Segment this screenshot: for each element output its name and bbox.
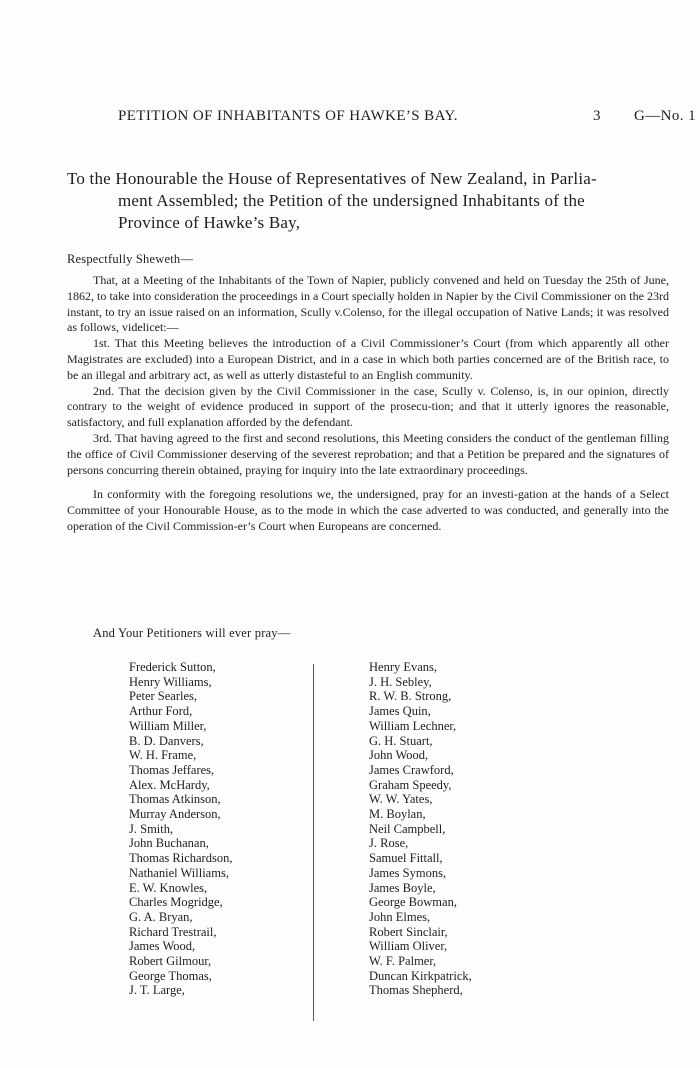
column-divider — [313, 664, 314, 1021]
signatory-name: James Crawford, — [369, 762, 454, 777]
signatory-name: James Quin, — [369, 704, 431, 719]
signature-column-left — [129, 660, 232, 998]
signatory-name: James Boyle, — [369, 880, 436, 895]
signatory-name: Thomas Shepherd, — [369, 983, 463, 998]
signatory-name: Robert Sinclair, — [369, 924, 448, 939]
header-title: PETITION OF INHABITANTS OF HAWKE’S BAY. — [118, 108, 458, 124]
signatory-name: J. Smith, — [129, 821, 174, 836]
signatory-name: James Wood, — [129, 939, 196, 954]
signatory-name: Richard Trestrail, — [129, 924, 217, 939]
signatory-name: W. W. Yates, — [369, 792, 433, 807]
signatory-name: Thomas Atkinson, — [129, 792, 221, 807]
signatory-name: William Lechner, — [369, 718, 457, 733]
paragraph-resolution-3: 3rd. That having agreed to the first and second resolutions, this Meeting considers the conduct of the gentleman filling the office of Civil Commissioner deserving of the severest reprobation; and that a Petition be prepared and the signatures of persons concurring therein obtained, praying for inquiry into the late extraordinary proceedings. — [67, 430, 669, 477]
signatory-name: Charles Mogridge, — [129, 895, 223, 910]
signatory-name: John Wood, — [369, 748, 429, 763]
address-line-1: To the Honourable the House of Representatives of New Zealand, in Parlia- — [67, 169, 597, 188]
signatory-name: E. W. Knowles, — [129, 880, 208, 895]
signatory-name: R. W. B. Strong, — [369, 689, 452, 704]
signatory-name: J. T. Large, — [129, 983, 185, 998]
signatory-name: Alex. McHardy, — [129, 777, 210, 792]
petition-body — [67, 273, 669, 535]
closing-line: And Your Petitioners will ever pray— — [93, 626, 291, 640]
signatory-name: J. Rose, — [369, 836, 409, 851]
paragraph-resolution-2: 2nd. That the decision given by the Civil Commissioner in the case, Scully v. Colenso, is, in our opinion, directly contrary to the weight of evidence produced in support of the prosecu-tion; and that it utterly ignores the reasonable, satisfactory, and full explanation afforded by the defendant. — [67, 383, 669, 430]
signatory-name: G. H. Stuart, — [369, 733, 433, 748]
signatory-name: Henry Evans, — [369, 660, 438, 674]
signatory-name: Thomas Richardson, — [129, 851, 233, 866]
signatory-name: Duncan Kirkpatrick, — [369, 968, 472, 983]
signatory-name: M. Boylan, — [369, 807, 426, 822]
signatory-name: John Elmes, — [369, 909, 431, 924]
signatory-name: Graham Speedy, — [369, 777, 452, 792]
signatory-name: George Bowman, — [369, 895, 457, 910]
petition-address — [67, 168, 667, 234]
paragraph-preamble: That, at a Meeting of the Inhabitants of the Town of Napier, publicly convened and held on Tuesday the 25th of June, 1862, to take into consideration the proceedings in a Court specially holden in Napier by the Civil Commissioner on the 23rd instant, to try an issue raised on an information, Scully v.Colenso, for the illegal occupation of Native Lands; it was resolved as follows, videlicet:— — [67, 273, 669, 335]
signatory-name: Peter Searles, — [129, 689, 198, 704]
signatory-name: William Oliver, — [369, 939, 448, 954]
signatory-name: Samuel Fittall, — [369, 851, 443, 866]
address-line-2: ment Assembled; the Petition of the undersigned Inhabitants of the — [118, 191, 585, 210]
document-reference: G—No. 1 — [634, 108, 696, 124]
signatory-name: Nathaniel Williams, — [129, 865, 229, 880]
signatory-name: Neil Campbell, — [369, 821, 446, 836]
signatory-name: W. H. Frame, — [129, 748, 197, 763]
signature-column-right — [369, 660, 472, 998]
salutation: Respectfully Sheweth— — [67, 252, 194, 266]
signatory-name: James Symons, — [369, 865, 447, 880]
signatory-name: Thomas Jeffares, — [129, 762, 215, 777]
signatory-name: G. A. Bryan, — [129, 909, 193, 924]
signatory-name: Arthur Ford, — [129, 704, 193, 719]
signature-list — [0, 660, 700, 1040]
signatory-name: W. F. Palmer, — [369, 954, 437, 969]
address-line-3: Province of Hawke’s Bay, — [118, 213, 301, 232]
page-number: 3 — [593, 108, 601, 124]
signatory-name: Henry Williams, — [129, 674, 212, 689]
signatory-name: George Thomas, — [129, 968, 212, 983]
running-header — [0, 108, 700, 132]
signatory-name: William Miller, — [129, 718, 207, 733]
signatory-name: Robert Gilmour, — [129, 954, 212, 969]
signatory-name: John Buchanan, — [129, 836, 209, 851]
signatory-name: J. H. Sebley, — [369, 674, 432, 689]
signatory-name: Murray Anderson, — [129, 807, 221, 822]
paragraph-prayer: In conformity with the foregoing resolutions we, the undersigned, pray for an investi-gation at the hands of a Select Committee of your Honourable House, as to the mode in which the case adverted to was conducted, and generally into the operation of the Civil Commission-er’s Court when Europeans are concerned. — [67, 487, 669, 533]
signatory-name: B. D. Danvers, — [129, 733, 204, 748]
signatory-name: Frederick Sutton, — [129, 660, 216, 674]
paragraph-resolution-1: 1st. That this Meeting believes the introduction of a Civil Commissioner’s Court (from which apparently all other Magistrates are excluded) into a European District, and in a case in which both parties concerned are of the British race, to be an illegal and arbitrary act, as well as utterly distasteful to an English community. — [67, 336, 669, 382]
